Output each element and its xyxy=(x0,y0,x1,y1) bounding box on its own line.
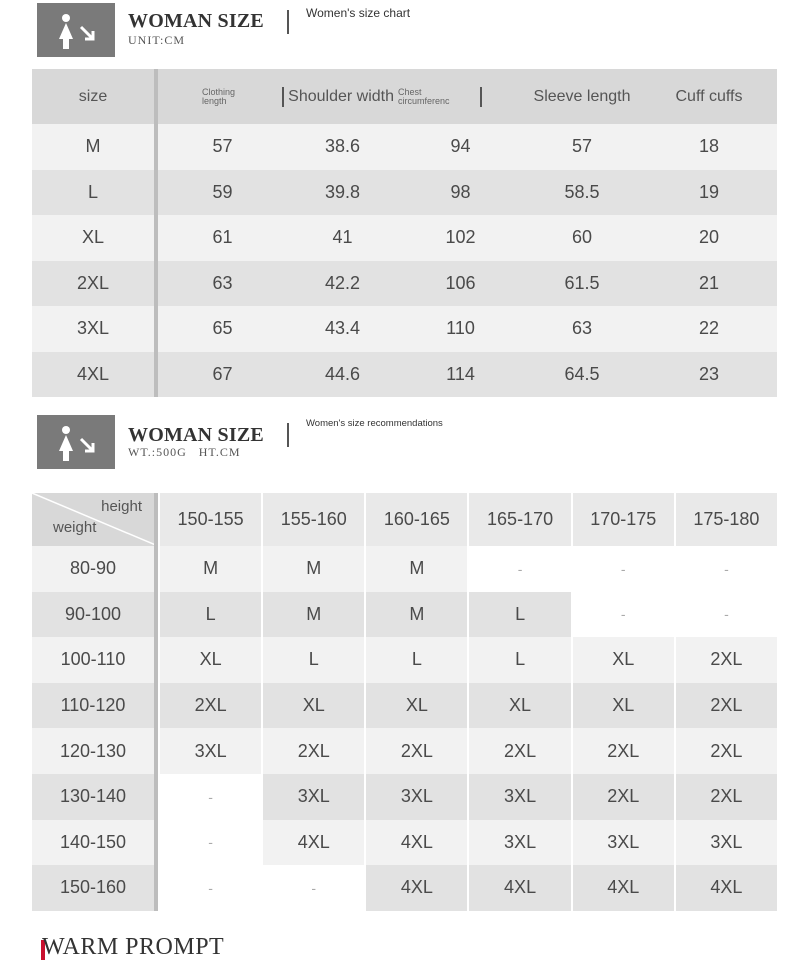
weight-label-cell: 90-100 xyxy=(32,592,158,638)
weight-label-cell: 80-90 xyxy=(32,546,158,592)
warm-prompt-title: WARM PROMPT xyxy=(42,934,225,960)
size-value-cell: 64.5 xyxy=(523,352,641,398)
size-recommend-cell: 3XL xyxy=(364,774,467,820)
size-recommend-cell: L xyxy=(467,637,570,683)
size-recommend-cell: L xyxy=(261,637,364,683)
size-recommend-cell: L xyxy=(158,592,261,638)
weight-label-cell: 130-140 xyxy=(32,774,158,820)
size-label-cell: XL xyxy=(32,215,158,261)
size-recommend-cell: 3XL xyxy=(467,774,570,820)
size-recommend-cell: 3XL xyxy=(674,820,777,866)
size-label-cell: 4XL xyxy=(32,352,158,398)
size-recommend-cell: 2XL xyxy=(261,728,364,774)
size-value-cell: 43.4 xyxy=(287,306,398,352)
size-recommend-cell: 2XL xyxy=(467,728,570,774)
height-header-cell: 150-155 xyxy=(158,493,261,546)
recommend-note: Women's size recommendations xyxy=(306,418,443,429)
size-value-cell: 114 xyxy=(398,352,523,398)
size-label-cell: L xyxy=(32,170,158,216)
size-label-cell: 2XL xyxy=(32,261,158,307)
size-recommend-cell: XL xyxy=(261,683,364,729)
header-clothing-length-label: Clothing length xyxy=(202,86,236,106)
size-recommend-cell: 4XL xyxy=(364,820,467,866)
size-value-cell: 98 xyxy=(398,170,523,216)
header-shoulder-width: Shoulder width xyxy=(287,69,398,124)
weight-label-cell: 110-120 xyxy=(32,683,158,729)
header-clothing-length xyxy=(158,69,287,124)
size-recommend-cell: XL xyxy=(571,683,674,729)
size-recommend-cell: M xyxy=(364,592,467,638)
empty-size-cell: - xyxy=(261,865,364,911)
size-recommend-cell: 2XL xyxy=(571,728,674,774)
size-value-cell: 42.2 xyxy=(287,261,398,307)
size-label-cell: 3XL xyxy=(32,306,158,352)
size-recommend-cell: XL xyxy=(364,683,467,729)
corner-height-label: height xyxy=(101,498,142,515)
woman-icon-box xyxy=(37,415,115,469)
size-value-cell: 63 xyxy=(158,261,287,307)
size-value-cell: 67 xyxy=(158,352,287,398)
corner-weight-label: weight xyxy=(53,519,97,536)
size-recommend-cell: M xyxy=(364,546,467,592)
size-recommend-cell: 4XL xyxy=(674,865,777,911)
size-value-cell: 59 xyxy=(158,170,287,216)
height-header-cell: 155-160 xyxy=(261,493,364,546)
size-recommend-cell: 3XL xyxy=(261,774,364,820)
woman-icon-box xyxy=(37,3,115,57)
size-recommend-cell: 2XL xyxy=(158,683,261,729)
empty-size-cell: - xyxy=(158,774,261,820)
size-value-cell: 38.6 xyxy=(287,124,398,170)
recommend-title: WOMAN SIZE xyxy=(128,424,264,446)
weight-label-cell: 150-160 xyxy=(32,865,158,911)
height-header-cell: 170-175 xyxy=(571,493,674,546)
size-chart-unit: UNIT:CM xyxy=(128,33,186,47)
size-value-cell: 22 xyxy=(641,306,777,352)
size-recommend-cell: L xyxy=(467,592,570,638)
size-value-cell: 60 xyxy=(523,215,641,261)
size-value-cell: 44.6 xyxy=(287,352,398,398)
recommend-table xyxy=(32,493,777,911)
size-value-cell: 58.5 xyxy=(523,170,641,216)
header-chest xyxy=(398,69,523,124)
empty-size-cell: - xyxy=(467,546,570,592)
size-recommend-cell: 2XL xyxy=(364,728,467,774)
size-recommend-cell: 4XL xyxy=(261,820,364,866)
size-value-cell: 39.8 xyxy=(287,170,398,216)
woman-arrow-icon xyxy=(37,415,115,469)
size-recommend-cell: 2XL xyxy=(674,774,777,820)
weight-label-cell: 120-130 xyxy=(32,728,158,774)
size-chart-title: WOMAN SIZE xyxy=(128,10,264,32)
header-size: size xyxy=(32,69,158,124)
size-value-cell: 102 xyxy=(398,215,523,261)
size-recommend-cell: 3XL xyxy=(158,728,261,774)
empty-size-cell: - xyxy=(571,592,674,638)
size-recommend-cell: 4XL xyxy=(467,865,570,911)
divider xyxy=(287,423,289,447)
recommend-unit: WT.:500G HT.CM xyxy=(128,445,241,459)
size-recommend-cell: XL xyxy=(571,637,674,683)
empty-size-cell: - xyxy=(158,865,261,911)
size-value-cell: 65 xyxy=(158,306,287,352)
size-value-cell: 21 xyxy=(641,261,777,307)
height-header-cell: 175-180 xyxy=(674,493,777,546)
size-value-cell: 57 xyxy=(523,124,641,170)
size-value-cell: 106 xyxy=(398,261,523,307)
header-chest-label: Chest circumferenc xyxy=(398,86,450,106)
size-recommend-cell: 2XL xyxy=(571,774,674,820)
size-value-cell: 61 xyxy=(158,215,287,261)
woman-arrow-icon xyxy=(37,3,115,57)
size-value-cell: 41 xyxy=(287,215,398,261)
size-value-cell: 57 xyxy=(158,124,287,170)
height-header-cell: 165-170 xyxy=(467,493,570,546)
empty-size-cell: - xyxy=(674,546,777,592)
size-chart-body xyxy=(32,124,777,397)
size-value-cell: 110 xyxy=(398,306,523,352)
divider xyxy=(480,87,482,107)
weight-label-cell: 100-110 xyxy=(32,637,158,683)
size-recommend-cell: XL xyxy=(467,683,570,729)
size-recommend-cell: 2XL xyxy=(674,683,777,729)
size-recommend-cell: M xyxy=(158,546,261,592)
size-recommend-cell: 2XL xyxy=(674,637,777,683)
size-label-cell: M xyxy=(32,124,158,170)
size-recommend-cell: L xyxy=(364,637,467,683)
size-chart-note: Women's size chart xyxy=(306,6,411,20)
header-sleeve-length: Sleeve length xyxy=(523,69,641,124)
size-recommend-cell: M xyxy=(261,546,364,592)
size-value-cell: 61.5 xyxy=(523,261,641,307)
size-recommend-cell: 3XL xyxy=(467,820,570,866)
size-value-cell: 63 xyxy=(523,306,641,352)
size-recommend-cell: 4XL xyxy=(364,865,467,911)
empty-size-cell: - xyxy=(674,592,777,638)
weight-label-cell: 140-150 xyxy=(32,820,158,866)
size-recommend-cell: 4XL xyxy=(571,865,674,911)
size-value-cell: 18 xyxy=(641,124,777,170)
size-value-cell: 23 xyxy=(641,352,777,398)
size-recommend-cell: 3XL xyxy=(571,820,674,866)
corner-cell xyxy=(32,493,158,546)
size-recommend-cell: XL xyxy=(158,637,261,683)
size-value-cell: 19 xyxy=(641,170,777,216)
empty-size-cell: - xyxy=(158,820,261,866)
divider xyxy=(282,87,284,107)
size-recommend-cell: M xyxy=(261,592,364,638)
header-cuff: Cuff cuffs xyxy=(641,69,777,124)
size-value-cell: 94 xyxy=(398,124,523,170)
size-value-cell: 20 xyxy=(641,215,777,261)
empty-size-cell: - xyxy=(571,546,674,592)
divider xyxy=(287,10,289,34)
size-recommend-cell: 2XL xyxy=(674,728,777,774)
height-header-cell: 160-165 xyxy=(364,493,467,546)
